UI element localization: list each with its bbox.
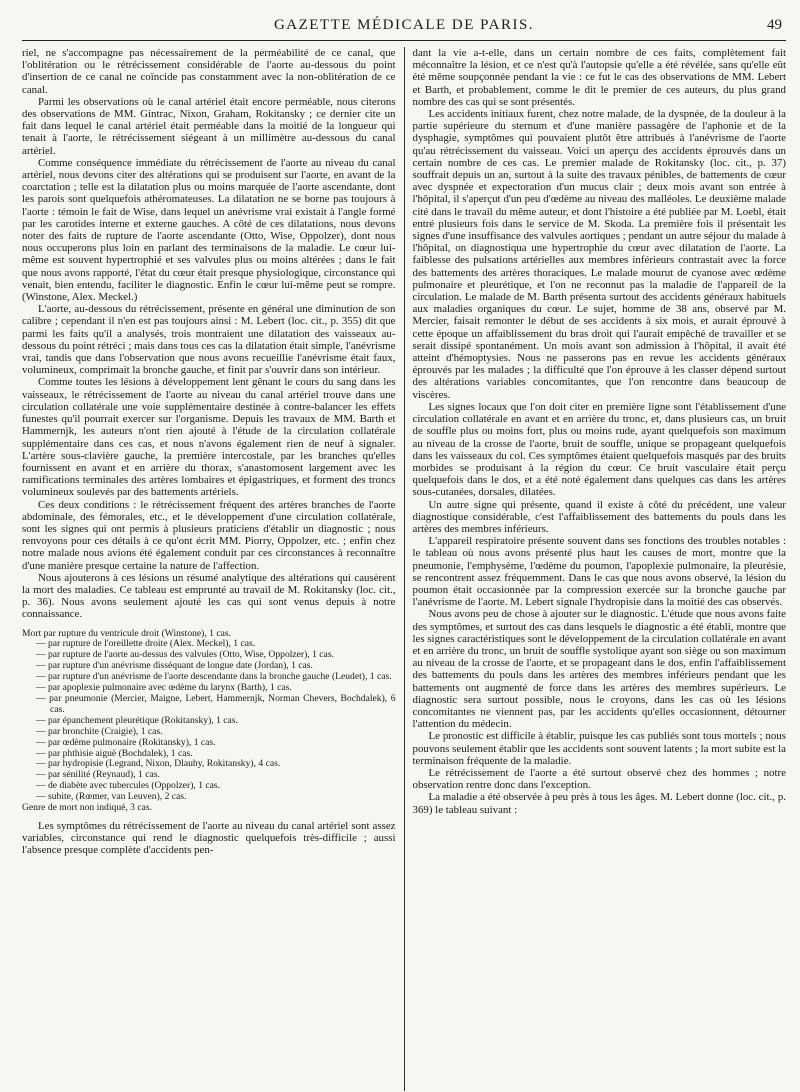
paragraph: Les symptômes du rétrécissement de l'aorte au niveau du canal artériel sont assez variables, circonstance qui rend le diagnostic quelquefois très-difficile ; aussi l'absence presque complète d'accidents pen- — [22, 819, 396, 857]
paragraph: Comme toutes les lésions à développement lent gênant le cours du sang dans les vaisseaux, le rétrécissement de l'aorte au niveau du canal artériel trouve dans une circulation collatérale une voie supplémentaire destinée à contre-balancer les effets funestes qu'il pourrait exercer sur l'organisme. Depuis les travaux de MM. Barth et Hammernjk, les auteurs n'ont rien ajouté à l'étude de la circulation collatérale supplémentaire dans ces cas, et nous n'avons également rien de neuf à signaler. L'artère sous-clavière gauche, la première intercostale, par les branches qu'elles fournissent en avant et en arrière du thorax, s'anastomosent largement avec les ramifications terminales des artères lombaires et épigastriques, et forment des troncs volumineux soulevés par des battements artériels. — [22, 376, 396, 499]
page-number: 49 — [767, 17, 782, 33]
list-item: — subite, (Rœmer, van Leuven), 2 cas. — [36, 791, 187, 803]
list-item: — par épanchement pleurétique (Rokitansky), 1 cas. — [36, 714, 238, 726]
list-item: — par hydropisie (Legrand, Nixon, Dlauhy, Rokitansky), 4 cas. — [36, 758, 281, 770]
paragraph: Parmi les observations où le canal artériel était encore perméable, nous citerons des observations de MM. Gintrac, Nixon, Graham, Rokitansky ; ce dernier cite un fait dans lequel le canal artériel était perméable dans la moitié de la longueur qui tenait à l'aorte, le rétrécissement siégeant à un millimètre au-dessous du canal artériel. — [22, 95, 396, 157]
paragraph: L'aorte, au-dessous du rétrécissement, présente en général une diminution de son calibre ; cependant il n'en est pas toujours ainsi : M. Lebert (loc. cit., p. 355) dit que parmi les faits qu'il a analysés, trois montraient une dilatation des vaisseaux au-dessous du point rétréci ; mais dans tous ces cas la dilatation était simple, l'anévrisme vrai, tandis que dans l'observation que nous avons recueillie l'anévrisme était faux, volumineux, comprimait la bronche gauche, et finit par s'ouvrir dans son intérieur. — [22, 303, 396, 377]
list-item: Mort par rupture du ventricule droit (Winstone), 1 cas. — [22, 627, 232, 639]
page-header — [22, 14, 786, 41]
paragraph: Ces deux conditions : le rétrécissement fréquent des artères branches de l'aorte abdominale, des fémorales, etc., et le développement d'une circulation collatérale, sont les signes qui ont permis à plusieurs praticiens d'établir un diagnostic ; nous renvoyons pour ces détails à ce qu'ont écrit MM. Piorry, Oppolzer, etc. ; enfin chez notre malade nous avions été également conduit par ces circonstances à reconnaître d'une manière presque certaine la nature de l'affection. — [22, 498, 396, 572]
list-item: — par rupture de l'oreillette droite (Alex. Meckel), 1 cas. — [36, 638, 256, 650]
list-item: — par œdème pulmonaire (Rokitansky), 1 cas. — [36, 736, 216, 748]
list-item: — par rupture d'un anévrisme de l'aorte descendante dans la bronche gauche (Leudet), 1 cas. — [36, 671, 392, 683]
paragraph: dant la vie a-t-elle, dans un certain nombre de ces faits, complètement fait méconnaître la lésion, et ce n'est qu'à l'autopsie qu'elle a été révélée, sans qu'elle eût été même soupçonnée pendant la vie : ce fut le cas des observations de MM. Lebert et Barth, et probablement, comme le dit le premier de ces auteurs, du plus grand nombre des cas qui se sont présentés. — [412, 47, 786, 108]
paragraph: Un autre signe qui présente, quand il existe à côté du précédent, une valeur diagnostique considérable, c'est l'affaiblissement des battements du pouls dans les artères des membres inférieurs. — [412, 498, 786, 535]
journal-title: GAZETTE MÉDICALE DE PARIS. — [273, 17, 535, 33]
left-column — [22, 47, 405, 1091]
list-item: — par rupture d'un anévrisme disséquant de longue date (Jordan), 1 cas. — [36, 660, 313, 672]
paragraph: Le pronostic est difficile à établir, puisque les cas publiés sont tous mortels ; nous pouvons seulement établir que les accidents sont souvent latents ; la mort subite est la terminaison fréquente de la maladie. — [412, 730, 786, 767]
list-item: — de diabète avec tubercules (Oppolzer), 1 cas. — [36, 780, 221, 792]
paragraph: Comme conséquence immédiate du rétrécissement de l'aorte au niveau du canal artériel, nous devons citer des altérations qui se produisent sur l'aorte, en avant de la coarctation ; telle est la dilatation plus ou moins marquée de l'aorte ascendante, dont les parois sont quelquefois athéromateuses. La dilatation ne se borne pas toujours à l'aorte : témoin le fait de Wise, dans lequel un anévrisme vrai existait à l'angle formé par les carotides interne et externe gauches. A côté de ces dilatations, nous devons noter des faits de rupture de l'aorte ascendante (Otto, Wise, Oppolzer), dont nous nous occuperons plus loin en parlant des terminaisons de la maladie. Le cœur lui-même est souvent hypertrophié et ses valvules plus ou moins altérées ; dans le fait que nous avons rapporté, l'état du cœur était presque physiologique, circonstance qui venait, bien entendu, faciliter le diagnostic. Enfin le cœur lui-même peut se rompre. (Winstone, Alex. Meckel.) — [22, 156, 396, 304]
paragraph: Nous avons peu de chose à ajouter sur le diagnostic. L'étude que nous avons faite des symptômes, et surtout des cas dans lesquels le diagnostic a été établi, montre que les signes caractéristiques sont le développement de la circulation collatérale en avant et en arrière du tronc, un bruit de souffle systolique ayant son siège ou son maximum au niveau de la crosse de l'aorte, et se propageant dans le dos, enfin l'affaiblissement des battements du pouls dans les artères des membres inférieurs pendant que les battements ont augmenté de force dans les artères des membres supérieurs. Le diagnostic sera surtout possible, nous le croyons, dans les cas où les lésions concomitantes ne viennent pas, par les accidents qu'elles occasionnent, détourner l'attention du médecin. — [412, 608, 786, 731]
list-item: Genre de mort non indiqué, 3 cas. — [22, 802, 153, 814]
paragraph: L'appareil respiratoire présente souvent dans ses fonctions des troubles notables : le tableau où nous avons présenté plus haut les causes de mort, montre que la pneumonie, l'emphysème, l'œdème du poumon, l'apoplexie pulmonaire, la pleurésie, se rencontrent assez fréquemment. Dans le cas que nous avons observé, la lésion du poumon était occasionnée par la compression exercée sur la bronche gauche par l'anévrisme de l'aorte. M. Lebert signale l'hydropisie dans la moitié des cas observés. — [412, 535, 786, 609]
paragraph: La maladie a été observée à peu près à tous les âges. M. Lebert donne (loc. cit., p. 369) le tableau suivant : — [412, 791, 786, 816]
paragraph: Les signes locaux que l'on doit citer en première ligne sont l'établissement d'une circulation collatérale en avant et en arrière du tronc, et, dans plusieurs cas, un bruit de souffle plus ou moins fort, plus ou moins rude, ayant quelquefois son maximum au niveau de la crosse de l'aorte, bruit de souffle, unique se propageant quelquefois dans les vaisseaux du col. Ces symptômes étaient quelquefois masqués par des bruits morbides se produisant à la région du cœur. Ce bruit vasculaire était perçu quelquefois dans le dos, et a été noté également dans quelques cas dans les artères sous-cutanées, dorsales, dilatées. — [412, 400, 786, 499]
list-item: — par sénilité (Reynaud), 1 cas. — [36, 769, 160, 781]
paragraph: Les accidents initiaux furent, chez notre malade, de la dyspnée, de la douleur à la partie supérieure du sternum et d'une manière passagère de l'aphonie et de la dysphagie, symptômes qui pouvaient plutôt être attribués à l'anévrisme de l'aorte qu'au rétrécissement du vaisseau. Voici un aperçu des accidents éprouvés dans un certain nombre de ces cas. Le premier malade de Rokitansky (loc. cit., p. 37) souffrait depuis un an, surtout à la suite des travaux pénibles, de battements de cœur avec dyspnée et expectoration d'un mucus clair ; deux mois avant son entrée à l'hôpital, il s'aperçut d'un peu d'œdème au niveau des malléoles. Le deuxième malade cité dans le travail du même auteur, et dont l'histoire a été publiée par M. Loebl, était entré plusieurs fois dans le service de M. Skoda. La première fois il présentait les signes d'une insuffisance des valvules aortiques ; pendant un autre séjour du malade à l'hôpital, on diagnostiqua une hypertrophie du cœur avec dilatation de l'aorte. La faiblesse des pulsations artérielles aux membres inférieurs contrastait avec la force des battements des artères thoraciques. Le malade mourut de cyanose avec œdème pulmonaire et pleurétique, et l'on ne reconnut pas la maladie de l'appareil de la circulation. Le malade de M. Barth présenta surtout des accidents généraux habituels aux maladies organiques du cœur. Le sujet, homme de 38 ans, observé par M. Mercier, faisait remonter le début de ses accidents à six mois, et aurait éprouvé à cette époque un affaiblissement du bras droit qui l'aurait empêché de travailler et se serait dissipé spontanément. Un mois avant son admission à l'hôpital, il avait été atteint d'hémoptysies. Nous ne passerons pas en revue les accidents généraux éprouvés par les malades ; la difficulté que l'on éprouve à les classer dépend surtout des altérations variables concomitantes, que l'on rencontre dans beaucoup de viscères. — [412, 108, 786, 401]
list-item: — par phthisie aiguë (Bochdalek), 1 cas. — [36, 747, 193, 759]
list-item: — par bronchite (Craigie), 1 cas. — [36, 725, 163, 737]
text-columns — [22, 47, 786, 1091]
right-column — [405, 47, 787, 1091]
list-item: — par apoplexie pulmonaire avec œdème du larynx (Barth), 1 cas. — [36, 682, 292, 694]
paragraph: riel, ne s'accompagne pas nécessairement de la perméabilité de ce canal, que l'oblitération ou le rétrécissement considérable de l'aorte au-dessous du point d'insertion de ce canal ne coïncide pas constamment avec la non-oblitération de ce canal. — [22, 47, 396, 96]
paragraph: Le rétrécissement de l'aorte a été surtout observé chez des hommes ; notre observation rentre donc dans l'exception. — [412, 766, 786, 792]
paragraph: Nous ajouterons à ces lésions un résumé analytique des altérations qui causèrent la mort des maladies. Ce tableau est emprunté au travail de M. Rokitansky (loc. cit., p. 36). Nous avons seulement ajouté les cas qui sont venus depuis à notre connaissance. — [22, 571, 396, 621]
list-item: — par rupture de l'aorte au-dessus des valvules (Otto, Wise, Oppolzer), 1 cas. — [36, 649, 334, 661]
causes-of-death-list — [22, 629, 396, 814]
list-item: — par pneumonie (Mercier, Maigne, Lebert, Hammernjk, Norman Chevers, Bochdalek), 6 cas. — [36, 692, 396, 715]
